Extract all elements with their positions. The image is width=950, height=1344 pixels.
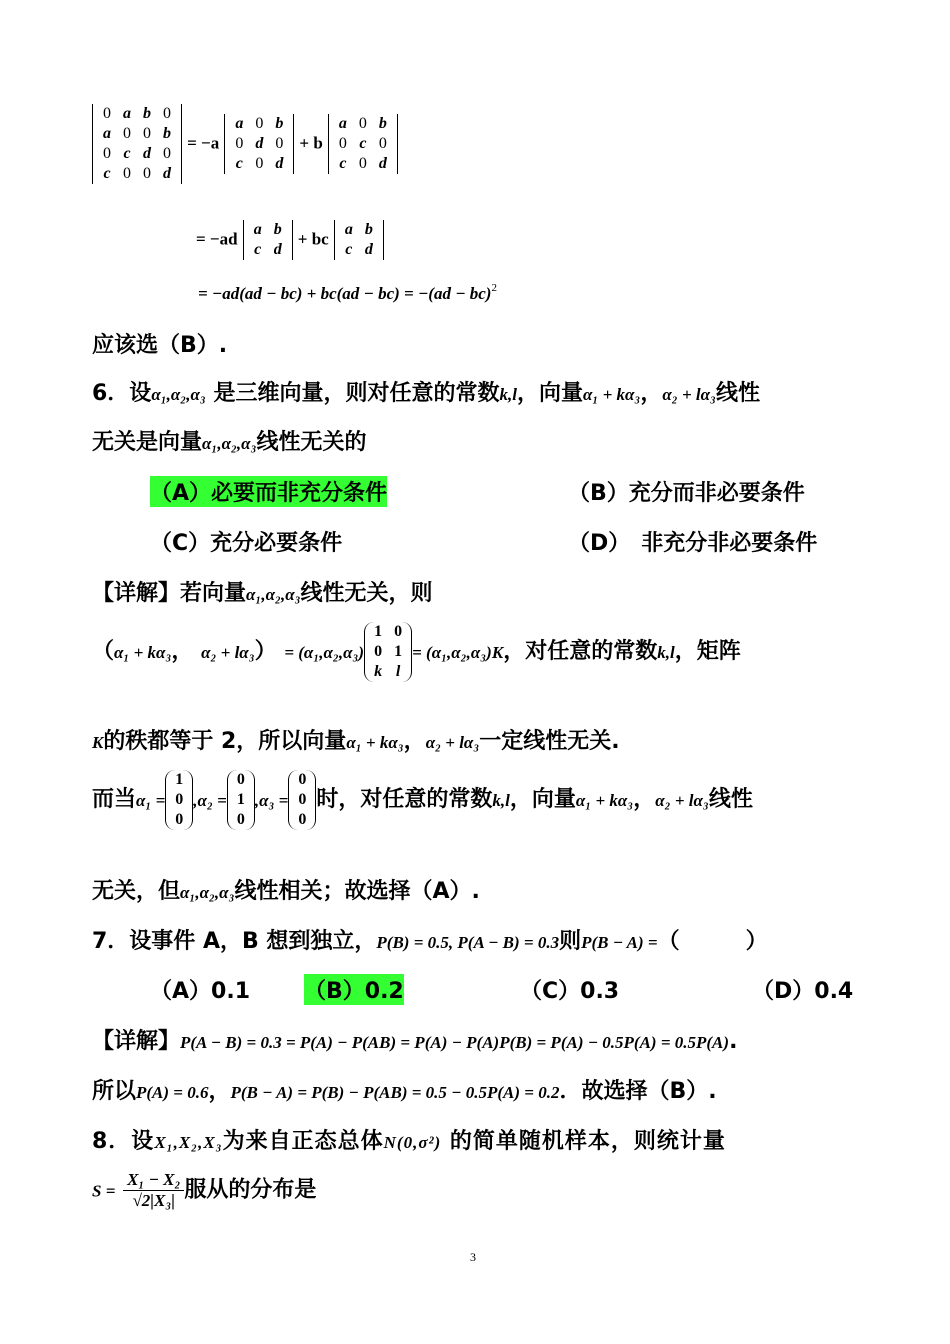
det4-cell: 0 <box>103 105 111 122</box>
sol6-vectors-line: 而当α₁ = 1 0 0 ,α₂ = 0 1 0 ,α₃ = 0 0 0 时，对任意的常数k,l，向量α₁ + kα₃，α₂ + lα₃线性 <box>92 771 753 828</box>
det4-cell: 0 <box>123 165 131 182</box>
matK-cell: 0 <box>374 643 383 660</box>
vector-alpha-2 <box>227 770 255 830</box>
det3a-cell: 0 <box>255 155 264 172</box>
col3-cell: 0 <box>298 771 307 788</box>
q7-option-b: （B）0.2 <box>304 974 404 1005</box>
plus-b: + b <box>299 133 323 153</box>
det21-cell: b <box>273 221 282 238</box>
det4-cell: 0 <box>143 125 151 142</box>
statistic-fraction: $\frac{\text{X₁ − X₂}}{\text{√2|X₃|}}$ <box>123 1170 184 1211</box>
det3b-cell: c <box>359 135 367 152</box>
det4-cell: c <box>123 145 131 162</box>
vector-alpha-3 <box>288 770 316 830</box>
page-number: 3 <box>470 1250 476 1264</box>
det22-cell: a <box>344 221 353 238</box>
vector-alpha-1 <box>165 770 193 830</box>
det4-cell: a <box>103 125 111 142</box>
col2-cell: 0 <box>236 771 245 788</box>
sol7-heading: 【详解】 <box>92 1029 181 1054</box>
sol6-heading: 【详解】 <box>92 581 181 606</box>
det3a-cell: c <box>235 155 243 172</box>
det3a-cell: 0 <box>275 135 284 152</box>
sol7-line-2: 所以P(A) = 0.6，P(B − A) = P(B) − P(AB) = 0.5 − 0.5P(A) = 0.2．故选择（B）. <box>92 1079 717 1104</box>
col1-cell: 0 <box>175 791 184 808</box>
det-3x3-b <box>328 114 398 174</box>
determinant-line-1 <box>92 104 398 184</box>
sol6-line-3: K的秩都等于 2，所以向量α₁ + kα₃，α₂ + lα₃一定线性无关. <box>92 729 620 754</box>
det-4x4 <box>92 104 182 184</box>
det4-cell: b <box>163 125 171 142</box>
det4-cell: d <box>163 165 171 182</box>
answer-5: 应该选（B）. <box>92 333 228 358</box>
det3b-cell: 0 <box>338 135 347 152</box>
det-2x2-1 <box>243 220 293 260</box>
q7-option-d: （D）0.4 <box>752 979 854 1004</box>
det3a-cell: a <box>235 115 244 132</box>
sol6-matrix-line: （α₁ + kα₃， α₂ + lα₃） = (α₁,α₂,α₃) 1 0 0 1 k l = (α₁,α₂,α₃)K，对任意的常数k,l，矩阵 <box>92 623 741 680</box>
line2-mid: + bc <box>297 229 329 249</box>
det4-cell: 0 <box>163 145 171 162</box>
matrix-K <box>364 622 412 682</box>
q7-option-a: （A）0.1 <box>150 979 250 1004</box>
q6-option-b: （B）充分而非必要条件 <box>568 481 805 506</box>
det22-cell: c <box>345 241 353 258</box>
sol6-line-5: 无关，但α₁,α₂,α₃线性相关；故选择（A）. <box>92 879 480 904</box>
col2-cell: 1 <box>236 791 245 808</box>
det3a-cell: d <box>255 135 264 152</box>
matK-cell: k <box>374 663 383 680</box>
matK-cell: 1 <box>374 623 383 640</box>
det3b-cell: 0 <box>378 135 387 152</box>
det3a-cell: 0 <box>235 135 244 152</box>
matK-cell: 0 <box>394 623 403 640</box>
det21-cell: a <box>253 221 262 238</box>
det4-cell: d <box>143 145 151 162</box>
col1-cell: 0 <box>175 811 184 828</box>
q6-option-c: （C）充分必要条件 <box>150 531 343 556</box>
det4-cell: a <box>123 105 131 122</box>
det4-cell: 0 <box>103 145 111 162</box>
det21-cell: c <box>254 241 262 258</box>
q7-option-c: （C）0.3 <box>520 979 620 1004</box>
det3b-cell: b <box>378 115 387 132</box>
det3b-cell: d <box>378 155 387 172</box>
q8-line-1: 8．设X₁,X₂,X₃为来自正态总体N(0,σ²) 的简单随机样本，则统计量 <box>92 1129 726 1154</box>
det22-cell: d <box>364 241 373 258</box>
det4-cell: 0 <box>163 105 171 122</box>
q6-line-2: 无关是向量α₁,α₂,α₃线性无关的 <box>92 430 367 455</box>
determinant-line-2 <box>196 220 384 260</box>
det-3x3-a <box>224 114 294 174</box>
q7-line-1: 7．设事件 A，B 想到独立，P(B) = 0.5, P(A − B) = 0.3则P(B − A) =（ ） <box>92 929 768 954</box>
det21-cell: d <box>273 241 282 258</box>
q6-line-1: 6．设α₁,α₂,α₃ 是三维向量，则对任意的常数k,l，向量α₁ + kα₃，α₂ + lα₃线性 <box>92 381 760 406</box>
det3b-cell: 0 <box>358 115 367 132</box>
col3-cell: 0 <box>298 811 307 828</box>
det3a-cell: b <box>275 115 284 132</box>
det22-cell: b <box>364 221 373 238</box>
matK-cell: 1 <box>394 643 403 660</box>
col3-cell: 0 <box>298 791 307 808</box>
det4-cell: c <box>103 165 111 182</box>
det3b-cell: 0 <box>358 155 367 172</box>
determinant-line-3: = −ad(ad − bc) + bc(ad − bc) = −(ad − bc)$^2$ <box>198 282 497 303</box>
sol7-line-1: 【详解】P(A − B) = 0.3 = P(A) − P(AB) = P(A) − P(A)P(B) = P(A) − 0.5P(A) = 0.5P(A). <box>92 1029 738 1054</box>
eq-minus-a: = −a <box>187 133 220 153</box>
det4-cell: 0 <box>143 165 151 182</box>
matK-cell: l <box>395 663 401 680</box>
sol6-line-1: 【详解】若向量α₁,α₂,α₃线性无关，则 <box>92 581 433 606</box>
q8-line-2: S = $\frac{\text{X₁ − X₂}}{\text{√2|X₃|}}$ 服从的分布是 <box>92 1170 317 1210</box>
det4-cell: 0 <box>123 125 131 142</box>
q6-option-d: （D） 非充分非必要条件 <box>568 531 818 556</box>
det3a-cell: d <box>275 155 284 172</box>
det3a-cell: 0 <box>255 115 264 132</box>
col2-cell: 0 <box>236 811 245 828</box>
line2-lead: = −ad <box>196 229 238 249</box>
det3b-cell: c <box>339 155 347 172</box>
col1-cell: 1 <box>175 771 184 788</box>
det4-cell: b <box>143 105 151 122</box>
det3b-cell: a <box>338 115 347 132</box>
det-2x2-2 <box>334 220 384 260</box>
q6-option-a: （A）必要而非充分条件 <box>150 476 387 507</box>
